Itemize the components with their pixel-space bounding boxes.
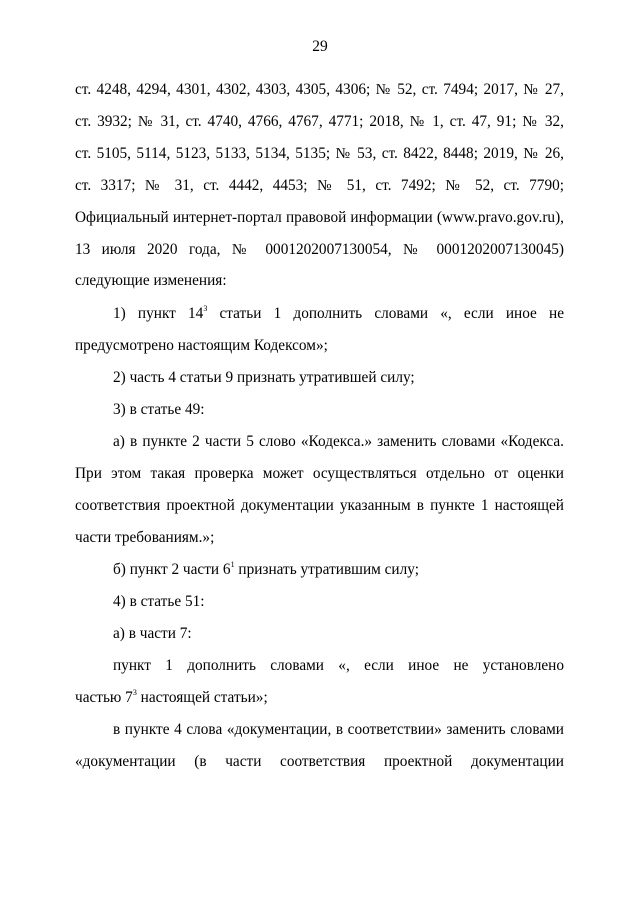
text-line: «документации (в части соответствия проектной документации: [75, 753, 564, 770]
text-line: [113, 305, 564, 323]
text-line: 3) в статье 49:: [113, 401, 205, 418]
text-line: При этом такая проверка может осуществляться отдельно от оценки: [75, 465, 564, 482]
text-line: 4) в статье 51:: [113, 593, 205, 610]
text-line: а) в пункте 2 части 5 слово «Кодекса.» заменить словами «Кодекса.: [113, 433, 564, 450]
text-line: соответствия проектной документации указанным в пункте 1 настоящей: [75, 497, 564, 514]
text-line: пункт 1 дополнить словами «, если иное не установлено: [113, 657, 564, 674]
text-line: части требованиям.»;: [75, 529, 215, 546]
text-line: ст. 3317; № 31, ст. 4442, 4453; № 51, ст. 7492; № 52, ст. 7790;: [75, 177, 564, 194]
text-segment: статьи 1 дополнить словами «, если иное не: [207, 305, 564, 322]
text-line: [113, 561, 419, 579]
text-segment: б) пункт 2 части 6: [113, 561, 231, 578]
superscript: 3: [132, 688, 137, 697]
text-segment: 1) пункт 14: [113, 305, 204, 322]
page-number: 29: [312, 38, 328, 55]
text-segment: настоящей статьи»;: [136, 689, 268, 706]
text-line: ст. 5105, 5114, 5123, 5133, 5134, 5135; № 53, ст. 8422, 8448; 2019, № 26,: [75, 145, 564, 162]
text-line: 2) часть 4 статьи 9 признать утратившей силу;: [113, 369, 415, 386]
text-line: Официальный интернет-портал правовой информации (www.pravo.gov.ru),: [75, 209, 564, 226]
text-segment: частью 7: [75, 689, 133, 706]
text-line: 13 июля 2020 года, № 0001202007130054, № 0001202007130045): [75, 241, 564, 258]
text-line: а) в части 7:: [113, 625, 192, 642]
text-line: в пункте 4 слова «документации, в соответствии» заменить словами: [113, 721, 564, 738]
superscript: 3: [203, 304, 208, 313]
text-line: следующие изменения:: [75, 272, 227, 289]
text-line: ст. 4248, 4294, 4301, 4302, 4303, 4305, 4306; № 52, ст. 7494; 2017, № 27,: [75, 81, 564, 98]
text-line: предусмотрено настоящим Кодексом»;: [75, 337, 328, 354]
text-segment: признать утратившим силу;: [234, 561, 419, 578]
superscript: 1: [230, 560, 235, 569]
text-line: ст. 3932; № 31, ст. 4740, 4766, 4767, 4771; 2018, № 1, ст. 47, 91; № 32,: [75, 113, 564, 130]
text-line: [75, 689, 564, 707]
